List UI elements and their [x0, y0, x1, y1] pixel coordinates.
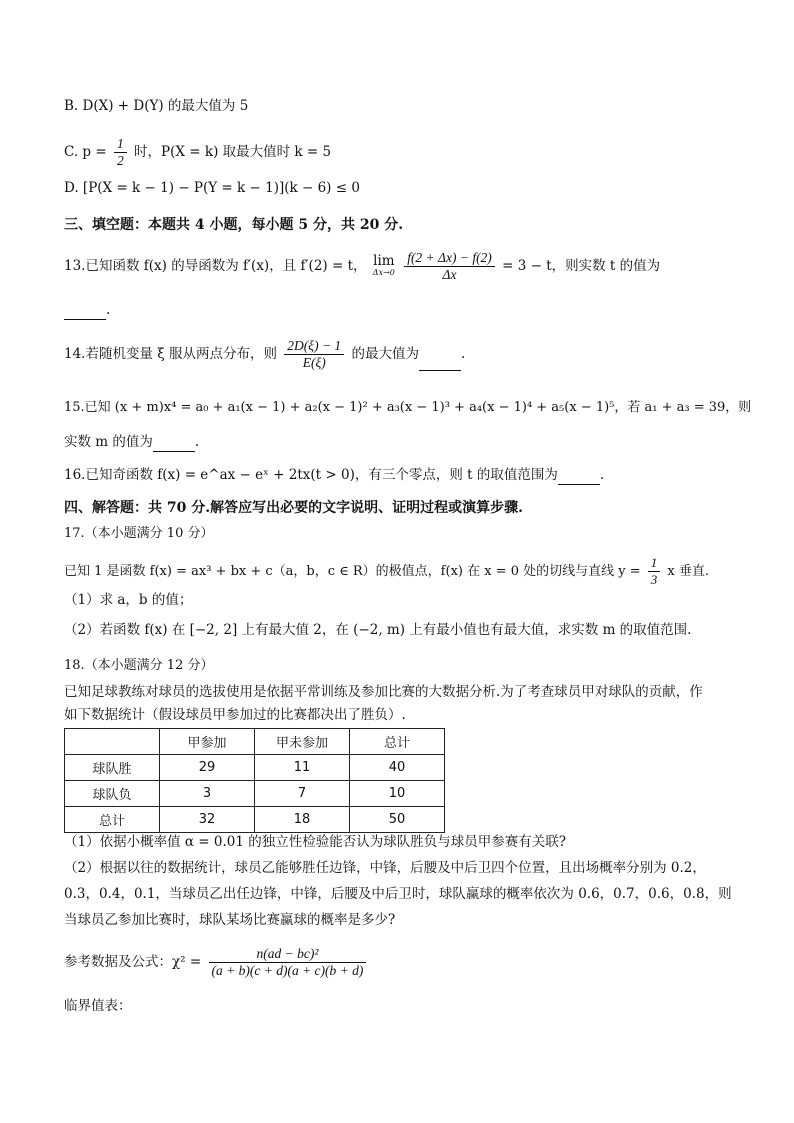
q17-stem-prefix: 已知 1 是函数 f(x) = ax³ + bx + c（a，b，c ∈ R）的极值点，f(x) 在 x = 0 处的切线与直线 y = — [64, 564, 641, 579]
q15-prefix: 实数 m 的值为 — [64, 434, 153, 450]
q18-part-1: （1）依据小概率值 α = 0.01 的独立性检验能否认为球队胜负与球员甲参赛有关联? — [64, 834, 566, 850]
limit-subscript: Δx→0 — [372, 267, 395, 277]
table-row — [65, 781, 445, 807]
fraction-denominator: E(ξ) — [302, 355, 326, 370]
table-header-cell: 甲参加 — [160, 729, 255, 755]
answer-blank[interactable] — [558, 470, 600, 485]
question-14 — [64, 338, 465, 371]
table-cell: 18 — [255, 807, 350, 833]
fraction-denominator: Δx — [442, 267, 457, 282]
q18-title: 18.（本小题满分 12 分） — [64, 658, 214, 673]
table-cell: 7 — [255, 781, 350, 807]
answer-blank[interactable] — [419, 356, 461, 371]
option-b: B. D(X) + D(Y) 的最大值为 5 — [64, 98, 249, 114]
fraction-numerator: 1 — [114, 136, 127, 153]
table-cell: 总计 — [65, 807, 160, 833]
q17-part-1: （1）求 a，b 的值； — [64, 592, 193, 608]
q16-prefix: 16.已知奇函数 f(x) = e^ax − eˣ + 2tx(t > 0)，有三个零点，则 t 的取值范围为 — [64, 467, 558, 483]
table-cell: 40 — [350, 755, 445, 781]
option-c-prefix: C. p = — [64, 144, 107, 160]
table-row — [65, 755, 445, 781]
table-cell: 32 — [160, 807, 255, 833]
option-c — [64, 136, 331, 169]
table-cell: 29 — [160, 755, 255, 781]
table-cell: 3 — [160, 781, 255, 807]
q18-stem-line-1: 已知足球教练对球员的选拔使用是依据平常训练及参加比赛的大数据分析.为了考查球员甲对球队的贡献，作 — [64, 684, 703, 700]
table-header-cell — [65, 729, 160, 755]
q16-end: . — [599, 467, 605, 483]
option-c-suffix: 时，P(X = k) 取最大值时 k = 5 — [134, 144, 332, 160]
q17-part-2: （2）若函数 f(x) 在 [−2, 2] 上有最大值 2，在 (−2, m) 上有最小值也有最大值，求实数 m 的取值范围. — [64, 622, 692, 638]
q17-stem-suffix: x 垂直. — [667, 564, 710, 579]
option-c-fraction — [114, 136, 127, 169]
answer-blank[interactable] — [153, 437, 195, 452]
table-cell: 50 — [350, 807, 445, 833]
question-16 — [64, 465, 604, 485]
q13-limit — [372, 252, 395, 279]
chi-square-fraction — [209, 946, 367, 979]
table-cell: 球队负 — [65, 781, 160, 807]
fraction-numerator: 1 — [648, 555, 661, 572]
fraction-denominator: 3 — [650, 572, 658, 587]
q18-part-2-line-2: 0.3，0.4，0.1，当球员乙出任边锋，中锋，后腰及中后卫时，球队赢球的概率依次为 0.6，0.7，0.6，0.8，则 — [64, 886, 732, 902]
option-d: D. [P(X = k − 1) − P(Y = k − 1)](k − 6) ≤ 0 — [64, 180, 360, 196]
question-13 — [64, 250, 660, 283]
q18-part-2-line-1: （2）根据以往的数据统计，球员乙能够胜任边锋，中锋，后腰及中后卫四个位置，且出场概率分别为 0.2， — [64, 860, 706, 876]
limit-symbol: lim — [373, 252, 395, 269]
q13-prefix: 13.已知函数 f(x) 的导函数为 f′(x)，且 f′(2) = t， — [64, 258, 367, 274]
q14-suffix: 的最大值为 — [351, 346, 419, 362]
q17-title: 17.（本小题满分 10 分） — [64, 526, 214, 541]
q18-stem-line-2: 如下数据统计（假设球员甲参加过的比赛都决出了胜负）. — [64, 707, 406, 723]
fraction-numerator: n(ad − bc)² — [209, 946, 367, 963]
section-4-heading: 四、解答题：共 70 分.解答应写出必要的文字说明、证明过程或演算步骤. — [64, 500, 523, 516]
answer-blank[interactable] — [64, 305, 106, 320]
section-3-heading: 三、填空题：本题共 4 小题，每小题 5 分，共 20 分. — [64, 217, 404, 233]
table-cell: 球队胜 — [65, 755, 160, 781]
fraction-numerator: f(2 + Δx) − f(2) — [404, 250, 495, 267]
fraction-denominator: (a + b)(c + d)(a + c)(b + d) — [211, 963, 364, 978]
reference-formula — [64, 946, 369, 979]
fraction-denominator: 2 — [116, 153, 124, 168]
table-cell: 11 — [255, 755, 350, 781]
data-table — [64, 728, 445, 833]
q13-end: . — [106, 302, 111, 318]
q13-suffix: = 3 − t，则实数 t 的值为 — [502, 258, 661, 274]
q14-prefix: 14.若随机变量 ξ 服从两点分布，则 — [64, 346, 277, 362]
table-header-row — [65, 729, 445, 755]
table-row — [65, 807, 445, 833]
question-15-line-2 — [64, 432, 199, 452]
q13-fraction — [404, 250, 495, 283]
question-15-line-1: 15.已知 (x + m)x⁴ = a₀ + a₁(x − 1) + a₂(x − 1)² + a₃(x − 1)³ + a₄(x − 1)⁴ + a₅(x − 1)⁵，若 a₁ + a₃ = 39，则 — [64, 400, 752, 415]
table-cell: 10 — [350, 781, 445, 807]
q13-answer-line — [64, 300, 110, 320]
formula-prefix: 参考数据及公式：χ² = — [64, 954, 202, 970]
q18-part-2-line-3: 当球员乙参加比赛时，球队某场比赛赢球的概率是多少? — [64, 912, 396, 928]
table-header-cell: 甲未参加 — [255, 729, 350, 755]
q17-fraction — [648, 555, 661, 588]
table-header-cell: 总计 — [350, 729, 445, 755]
q15-end: . — [194, 434, 200, 450]
fraction-numerator: 2D(ξ) − 1 — [284, 338, 344, 355]
q14-fraction — [284, 338, 344, 371]
critical-value-label: 临界值表： — [64, 998, 132, 1014]
q14-end: . — [460, 346, 466, 362]
q17-stem — [64, 555, 709, 588]
